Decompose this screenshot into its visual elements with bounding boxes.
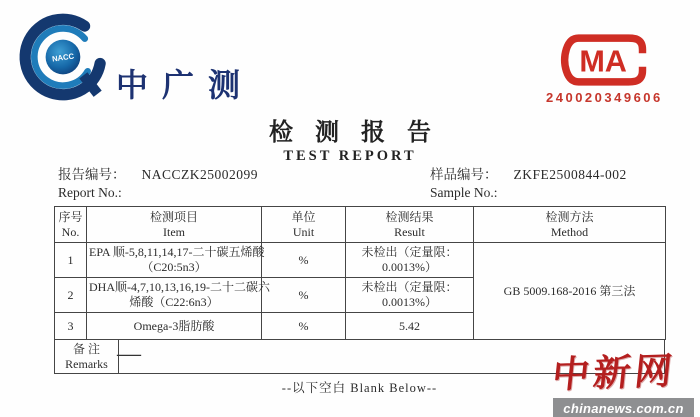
nacc-ball-text: NACC [51,51,75,64]
blank-below-note: --以下空白 Blank Below-- [281,381,438,395]
chinanews-watermark [550,342,698,417]
chinanews-domain: chinanews.com.cn [563,400,684,416]
row2-result: 未检出（定量限： 0.0013%） [346,278,474,313]
row3-item: Omega-3脂肪酸 [87,313,262,340]
nacc-company-name: 中广测 [116,67,255,103]
header-unit: 单位 Unit [262,207,346,243]
report-no-label-cn: 报告编号： [58,167,126,182]
row1-result: 未检出（定量限： 0.0013%） [346,243,474,278]
table-header-row [55,207,666,243]
sample-no-value: ZKFE2500844-002 [513,167,627,182]
table-row [55,243,666,278]
results-table [54,206,666,340]
header-item: 检测项目 Item [87,207,262,243]
cma-letters: MA [578,44,627,79]
remarks-label: 备 注 Remarks [55,340,119,373]
sample-no-block [430,166,627,202]
row1-item: EPA 顺-5,8,11,14,17-二十碳五烯酸 （C20:5n3） [87,243,262,278]
row2-unit: % [262,278,346,313]
cma-mark [546,32,661,105]
report-no-value: NACCZK25002099 [141,167,259,182]
nacc-logo-icon [16,8,114,106]
report-no-block [58,166,258,202]
row2-item: DHA顺-4,7,10,13,16,19-二十二碳六 烯酸（C22:6n3） [87,278,262,313]
sample-no-label-en: Sample No.: [430,185,498,200]
report-title-en: TEST REPORT [283,148,417,164]
row3-unit: % [262,313,346,340]
chinanews-logo-text: 中新网 [550,351,678,397]
report-no-label-en: Report No.: [58,185,122,200]
header-no: 序号 No. [55,207,87,243]
row1-no: 1 [55,243,87,278]
remarks-empty-dash: — [117,340,141,367]
header-result: 检测结果 Result [346,207,474,243]
sample-no-label-cn: 样品编号： [430,167,498,182]
header-method: 检测方法 Method [474,207,666,243]
chinanews-domain-band [553,398,694,417]
row3-no: 3 [55,313,87,340]
cma-certificate-number: 240020349606 [546,90,663,105]
report-title-cn: 检测报告 [269,120,453,146]
row2-no: 2 [55,278,87,313]
row3-result: 5.42 [346,313,474,340]
row1-unit: % [262,243,346,278]
cma-logo-icon [550,32,658,88]
method-cell: GB 5009.168-2016 第三法 [474,243,666,340]
